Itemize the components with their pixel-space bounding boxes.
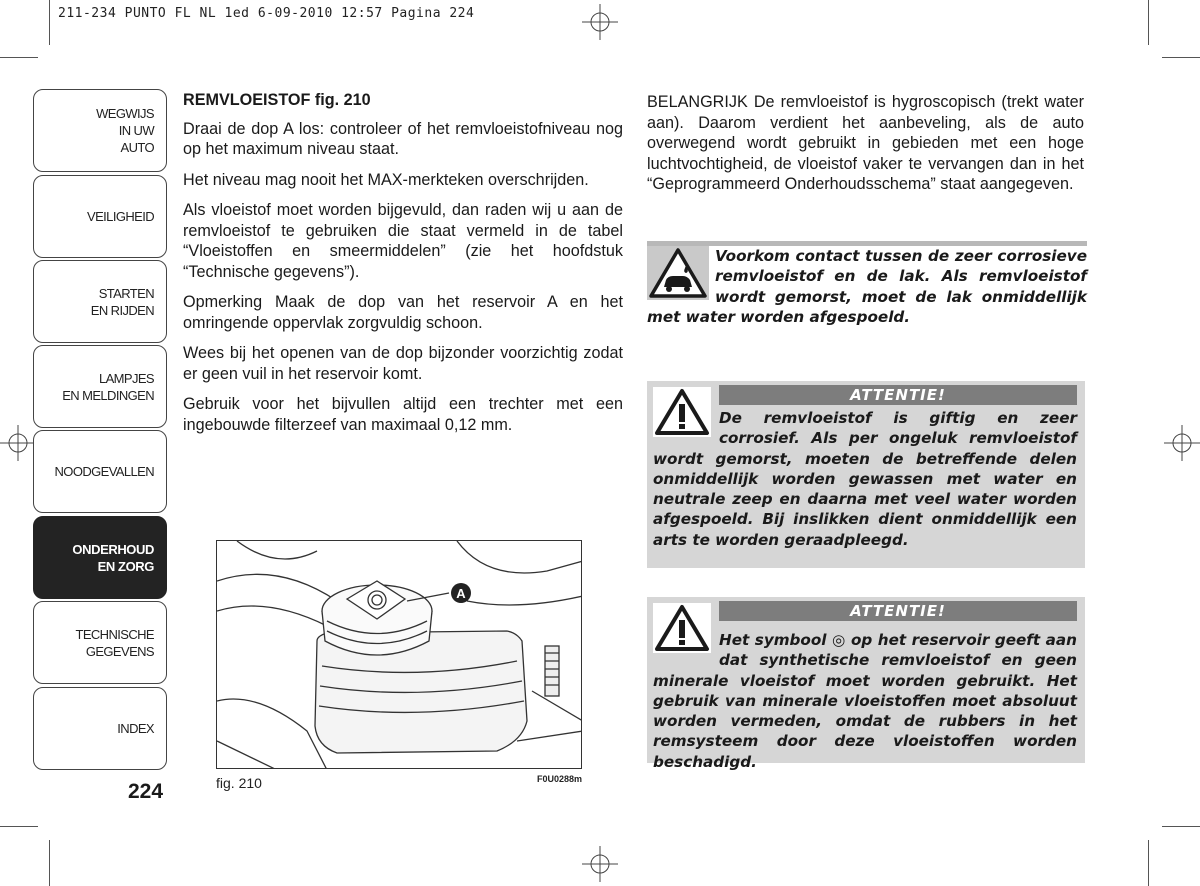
crop-mark bbox=[49, 0, 50, 45]
car-warning-icon bbox=[647, 246, 709, 300]
paragraph: Draai de dop A los: controleer of het remvloeistofniveau nog op het maximum niveau staat. bbox=[183, 119, 623, 158]
paint-note bbox=[647, 241, 1087, 327]
tab-veiligheid[interactable]: VEILIGHEID bbox=[33, 175, 167, 258]
note-text: Voorkom contact tussen de zeer corrosieve remvloeistof en de lak. Als remvloeistof wordt gemorst, moet de lak onmiddellijk met water worden afgespoeld. bbox=[647, 247, 1087, 326]
crop-mark bbox=[49, 840, 50, 886]
crop-mark bbox=[0, 826, 38, 827]
crop-mark bbox=[1162, 826, 1200, 827]
tab-technische[interactable]: TECHNISCHE GEGEVENS bbox=[33, 601, 167, 684]
paragraph: Als vloeistof moet worden bijgevuld, dan raden wij u aan de remvloeistof te gebruiken die staat vermeld in de tabel “Vloeistoffen en smeermiddelen” (zie het hoofdstuk “Technische gegevens”). bbox=[183, 201, 623, 281]
reservoir-illustration bbox=[217, 541, 582, 769]
paragraph: Gebruik voor het bijvullen altijd een trechter met een ingebouwde filterzeef van maximaal 0,12 mm. bbox=[183, 395, 623, 434]
registration-mark-icon bbox=[582, 4, 618, 40]
callout-label: A bbox=[456, 586, 466, 601]
note-text-block bbox=[647, 246, 1087, 327]
note-icon-slot bbox=[647, 246, 715, 304]
left-column bbox=[183, 90, 623, 445]
print-slug: 211-234 PUNTO FL NL 1ed 6-09-2010 12:57 Pagina 224 bbox=[58, 6, 475, 21]
figure-caption: fig. 210 bbox=[216, 775, 262, 791]
tab-lampjes[interactable]: LAMPJES EN MELDINGEN bbox=[33, 345, 167, 428]
registration-mark-icon bbox=[582, 846, 618, 882]
warning-body-block bbox=[647, 381, 1085, 550]
paragraph: Opmerking Maak de dop van het reservoir A en het omringende oppervlak zorgvuldig schoon. bbox=[183, 293, 623, 332]
crop-mark bbox=[0, 57, 38, 58]
warning-title: ATTENTIE! bbox=[719, 385, 1077, 405]
warning-box bbox=[647, 597, 1085, 771]
warning-title: ATTENTIE! bbox=[719, 601, 1077, 621]
tab-noodgevallen[interactable]: NOODGEVALLEN bbox=[33, 430, 167, 513]
warning-triangle-icon bbox=[653, 603, 711, 653]
warning-body: De remvloeistof is giftig en zeer corrosief. Als per ongeluk remvloeistof wordt gemorst, moeten de betreffende delen onmiddellijk worden gewassen met water en neutrale zeep en daarna met veel water worden afgespoeld. Bij inslikken dient onmiddellijk een arts te worden geraadpleegd. bbox=[653, 409, 1077, 549]
registration-mark-icon bbox=[0, 425, 36, 461]
crop-mark bbox=[1148, 0, 1149, 45]
warning-body-block bbox=[647, 597, 1085, 772]
section-heading: REMVLOEISTOF fig. 210 bbox=[183, 91, 371, 109]
tab-starten[interactable]: STARTEN EN RIJDEN bbox=[33, 260, 167, 343]
tab-wegwijs[interactable]: WEGWIJS IN UW AUTO bbox=[33, 89, 167, 172]
tab-onderhoud[interactable]: ONDERHOUD EN ZORG bbox=[33, 516, 167, 599]
paragraph: Wees bij het openen van de dop bijzonder voorzichtig zodat er geen vuil in het reservoir komt. bbox=[183, 344, 623, 383]
warning-body: Het symbool ◎ op het reservoir geeft aan dat synthetische remvloeistof en geen minerale vloeistof moet worden gebruikt. Het gebruik van minerale vloeistoffen moet absoluut worden vermeden, omdat de rubbers in het remsysteem door deze vloeistoffen worden beschadigd. bbox=[653, 631, 1077, 771]
crop-mark bbox=[1148, 840, 1149, 886]
warning-box bbox=[647, 381, 1085, 568]
important-paragraph: BELANGRIJK De remvloeistof is hygroscopisch (trekt water aan). Daarom verdient het aanbeveling, als de auto overwegend wordt gebruikt in gebieden met een hoge luchtvochtigheid, de vloeistof vaker te vervangen dan in het “Geprogrammeerd Onderhoudsschema” staat aangegeven. bbox=[647, 93, 1084, 193]
tab-index[interactable]: INDEX bbox=[33, 687, 167, 770]
figure-code: F0U0288m bbox=[537, 774, 583, 784]
registration-mark-icon bbox=[1164, 425, 1200, 461]
paragraph: Het niveau mag nooit het MAX-merkteken overschrijden. bbox=[183, 170, 589, 189]
warning-triangle-icon bbox=[653, 387, 711, 437]
brake-fluid-reservoir-figure bbox=[216, 540, 582, 769]
page-number: 224 bbox=[128, 780, 164, 803]
crop-mark bbox=[1162, 57, 1200, 58]
